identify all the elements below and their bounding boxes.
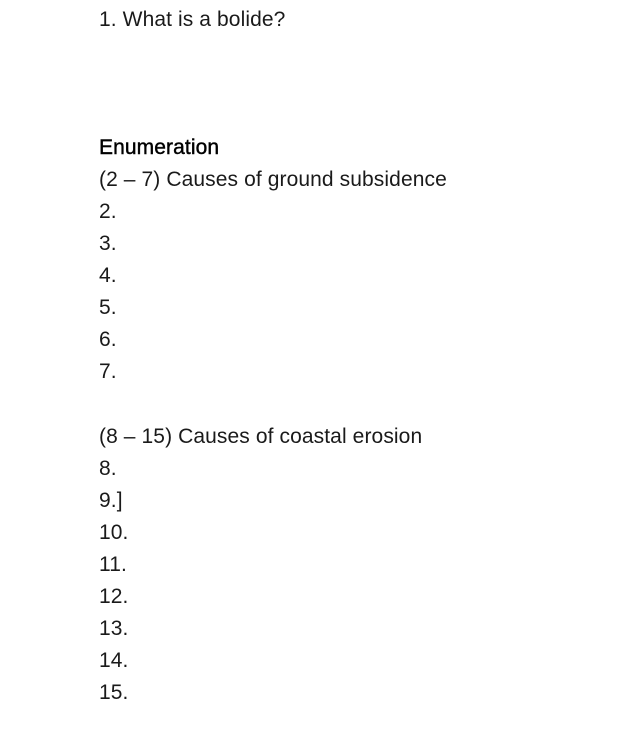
list-item: 13.: [99, 617, 129, 640]
list-item: 5.: [99, 296, 117, 319]
list-item: 9.]: [99, 489, 123, 512]
list-item: 15.: [99, 681, 129, 704]
list-item: 2.: [99, 200, 117, 223]
section-title-subsidence: (2 – 7) Causes of ground subsidence: [99, 168, 447, 191]
list-item: 12.: [99, 585, 129, 608]
section-title-coastal-erosion: (8 – 15) Causes of coastal erosion: [99, 425, 423, 448]
list-item: 14.: [99, 649, 129, 672]
question-1: 1. What is a bolide?: [99, 8, 286, 31]
list-item: 8.: [99, 457, 117, 480]
list-item: 3.: [99, 232, 117, 255]
list-item: 6.: [99, 328, 117, 351]
list-item: 7.: [99, 360, 117, 383]
list-item: 11.: [99, 553, 127, 576]
list-item: 4.: [99, 264, 117, 287]
enumeration-heading: Enumeration: [99, 136, 220, 159]
list-item: 10.: [99, 521, 129, 544]
